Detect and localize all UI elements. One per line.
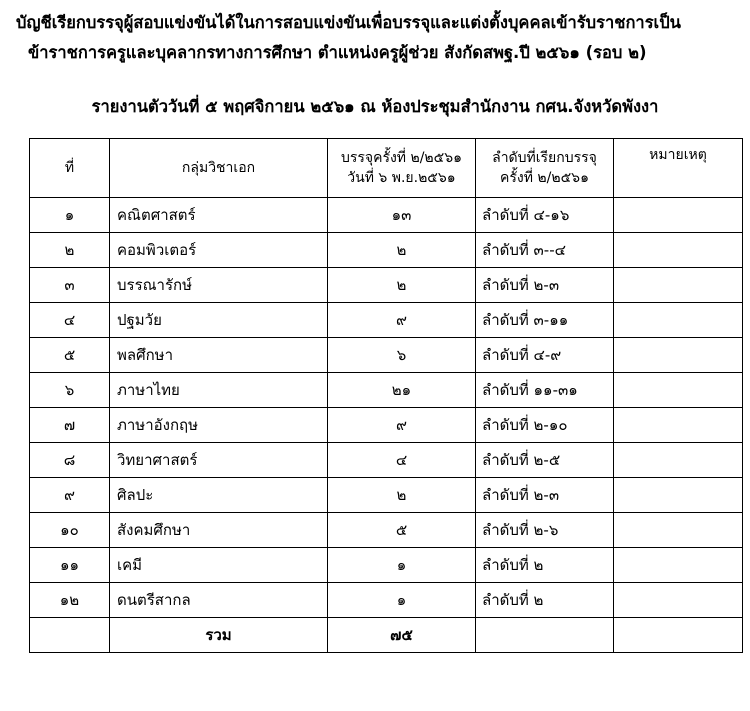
table-row [30,268,743,303]
remark-cell [614,373,743,408]
subject-cell: คณิตศาสตร์ [110,198,328,233]
count-cell: ๒ [328,478,476,513]
table-row [30,303,743,338]
row-number: ๕ [30,338,110,373]
document-title-line-2: ข้าราชการครูและบุคลากรทางการศึกษา ตำแหน่งครูผู้ช่วย สังกัดสพฐ.ปี ๒๕๖๑ (รอบ ๒) [28,43,647,62]
order-cell: ลำดับที่ ๔-๙ [476,338,614,373]
total-order-cell [476,618,614,653]
order-cell: ลำดับที่ ๓--๔ [476,233,614,268]
row-number: ๑๑ [30,548,110,583]
table-body [30,198,743,618]
count-cell: ๒ [328,268,476,303]
table-row [30,548,743,583]
row-number: ๙ [30,478,110,513]
table-row [30,513,743,548]
subject-cell: พลศึกษา [110,338,328,373]
header-order-line-1: ลำดับที่เรียกบรรจุ [492,150,597,166]
count-cell: ๕ [328,513,476,548]
header-count-line-1: บรรจุครั้งที่ ๒/๒๕๖๑ [340,150,463,166]
subject-cell: ดนตรีสากล [110,583,328,618]
header-order-line-2: ครั้งที่ ๒/๒๕๖๑ [500,170,589,186]
table-row [30,443,743,478]
total-no-cell [30,618,110,653]
order-cell: ลำดับที่ ๒-๕ [476,443,614,478]
subject-cell: ศิลปะ [110,478,328,513]
row-number: ๑๒ [30,583,110,618]
row-number: ๗ [30,408,110,443]
total-row [30,618,743,653]
order-cell: ลำดับที่ ๔-๑๖ [476,198,614,233]
document-title-line-1: บัญชีเรียกบรรจุผู้สอบแข่งขันได้ในการสอบแข่งขันเพื่อบรรจุและแต่งตั้งบุคคลเข้ารับราชการเป็น [16,13,681,32]
total-label: รวม [110,618,328,653]
count-cell: ๑ [328,548,476,583]
order-cell: ลำดับที่ ๓-๑๑ [476,303,614,338]
table-row [30,373,743,408]
remark-cell [614,443,743,478]
subject-cell: วิทยาศาสตร์ [110,443,328,478]
count-cell: ๙ [328,303,476,338]
count-cell: ๑ [328,583,476,618]
total-remark-cell [614,618,743,653]
remark-cell [614,303,743,338]
count-cell: ๑๓ [328,198,476,233]
row-number: ๓ [30,268,110,303]
remark-cell [614,513,743,548]
table-header-row [30,139,743,198]
row-number: ๑ [30,198,110,233]
row-number: ๒ [30,233,110,268]
order-cell: ลำดับที่ ๒-๑๐ [476,408,614,443]
order-cell: ลำดับที่ ๒ [476,548,614,583]
remark-cell [614,198,743,233]
header-order [476,139,614,198]
subject-cell: คอมพิวเตอร์ [110,233,328,268]
appointment-table [29,138,743,653]
row-number: ๘ [30,443,110,478]
order-cell: ลำดับที่ ๒-๖ [476,513,614,548]
row-number: ๖ [30,373,110,408]
count-cell: ๙ [328,408,476,443]
remark-cell [614,233,743,268]
remark-cell [614,548,743,583]
remark-cell [614,268,743,303]
count-cell: ๒๑ [328,373,476,408]
row-number: ๑๐ [30,513,110,548]
remark-cell [614,408,743,443]
subject-cell: ปฐมวัย [110,303,328,338]
header-count-line-2: วันที่ ๖ พ.ย.๒๕๖๑ [347,170,456,186]
subject-cell: บรรณารักษ์ [110,268,328,303]
table-row [30,583,743,618]
subject-cell: สังคมศึกษา [110,513,328,548]
total-count: ๗๕ [328,618,476,653]
table-row [30,198,743,233]
count-cell: ๒ [328,233,476,268]
header-count [328,139,476,198]
table-row [30,338,743,373]
count-cell: ๖ [328,338,476,373]
order-cell: ลำดับที่ ๑๑-๓๑ [476,373,614,408]
row-number: ๔ [30,303,110,338]
subject-cell: เคมี [110,548,328,583]
order-cell: ลำดับที่ ๒-๓ [476,268,614,303]
header-subject: กลุ่มวิชาเอก [110,139,328,198]
order-cell: ลำดับที่ ๒ [476,583,614,618]
subject-cell: ภาษาไทย [110,373,328,408]
header-remark: หมายเหตุ [614,139,743,198]
subject-cell: ภาษาอังกฤษ [110,408,328,443]
table-row [30,478,743,513]
report-date-location: รายงานตัววันที่ ๕ พฤศจิกายน ๒๕๖๑ ณ ห้องประชุมสำนักงาน กศน.จังหวัดพังงา [91,97,659,116]
order-cell: ลำดับที่ ๒-๓ [476,478,614,513]
count-cell: ๔ [328,443,476,478]
remark-cell [614,338,743,373]
remark-cell [614,583,743,618]
table-row [30,408,743,443]
remark-cell [614,478,743,513]
header-no: ที่ [30,139,110,198]
table-row [30,233,743,268]
